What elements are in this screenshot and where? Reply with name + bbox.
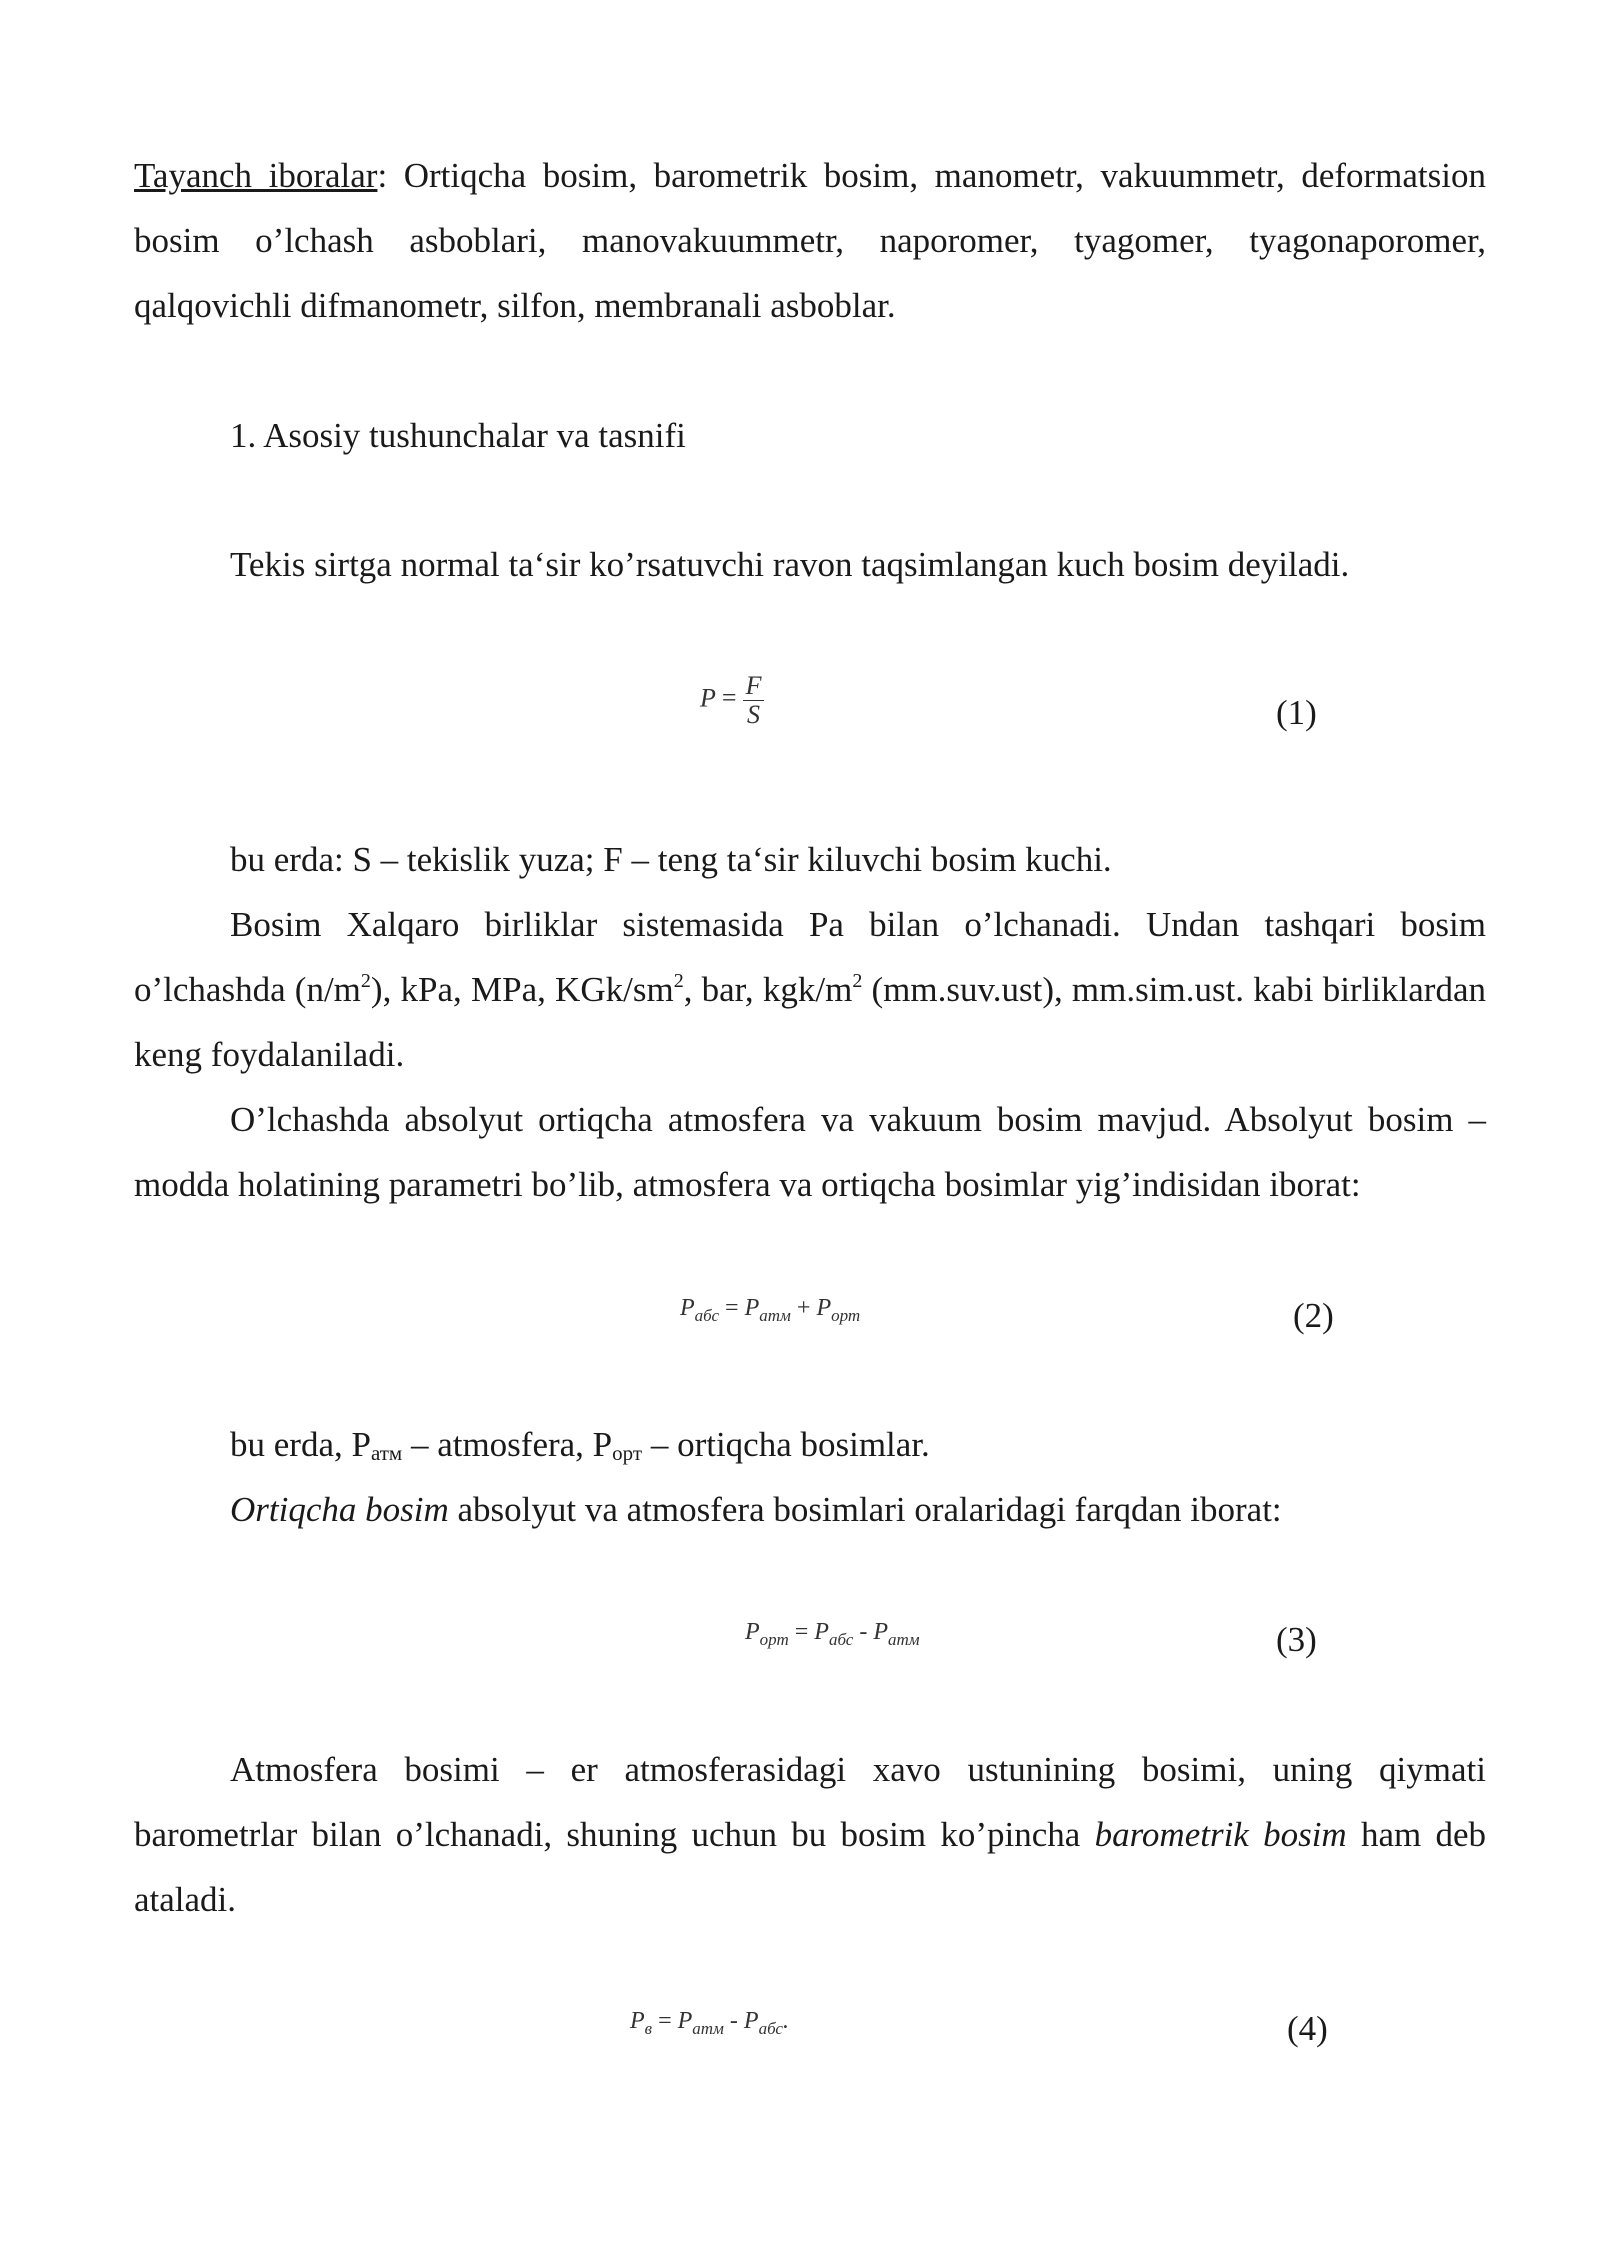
eq4-p3: P [743,2008,759,2034]
eq1-fraction [743,672,765,729]
where2-text-1: bu erda, P [230,1425,371,1464]
eq1-numerator: F [743,672,765,701]
eq4-sub3: абс [758,2019,783,2038]
units-text-4: (mm.suv.ust), mm.sim.ust. kabi birliklardan keng foydalaniladi. [134,970,1486,1074]
equation-2 [680,1295,860,1326]
eq4-p2: P [677,2008,693,2034]
equation-4-number: (4) [1287,2009,1328,2048]
equation-2-number: (2) [1293,1296,1334,1335]
units-text-2: ), kPa, MPa, KGk/sm [370,970,674,1009]
eq2-sub2: атм [759,1306,791,1325]
where2-text-2: – atmosfera, P [402,1425,613,1464]
where-2-paragraph [134,1412,1486,1486]
eq4-p1: P [630,2008,645,2034]
eq1-equals: = [721,683,737,713]
atmospheric-pressure-paragraph [134,1737,1486,1932]
keywords-label: Tayanch iboralar [134,156,378,195]
keywords-text: : Ortiqcha bosim, barometrik bosim, manometr, vakuummetr, deformatsion bosim o’lchash asboblari, manovakuummetr, naporomer, tyagomer, tyagonaporomer, qalqovichli difmanometr, silfon, membranali asboblar. [134,156,1486,325]
eq1-denominator: S [747,700,760,729]
eq2-equals: = [725,1295,739,1321]
units-text-3: , bar, kgk/m [683,970,853,1009]
excess-text: absolyut va atmosfera bosimlari oralaridagi farqdan iborat: [448,1490,1282,1529]
eq3-minus: - [859,1619,868,1645]
where2-sub-1: атм [370,1441,403,1465]
equation-4 [630,2008,789,2039]
where2-sub-2: орт [612,1441,643,1465]
eq4-period: . [782,2008,789,2034]
eq1-lhs: P [700,683,716,713]
eq4-sub1: в [644,2019,653,2038]
atmos-text-2: ham deb ataladi. [134,1815,1486,1919]
equation-1 [700,672,764,729]
eq2-sub3: орт [831,1306,861,1325]
atmos-term: barometrik bosim [1094,1815,1347,1854]
eq4-equals: = [658,2008,672,2034]
excess-term: Ortiqcha bosim [230,1490,449,1529]
units-sup-2: 2 [673,970,684,992]
excess-pressure-paragraph [134,1477,1486,1542]
units-sup-3: 2 [852,970,863,992]
atmos-text-1: Atmosfera bosimi – er atmosferasidagi xavo ustunining bosimi, uning qiymati barometrlar bilan o’lchanadi, shuning uchun bu bosim ko’pincha [134,1750,1486,1854]
definition-paragraph: Tekis sirtga normal ta‘sir ko’rsatuvchi ravon taqsimlangan kuch bosim deyiladi. [230,545,1350,584]
where-1-paragraph: bu erda: S – tekislik yuza; F – teng ta‘sir kiluvchi bosim kuchi. [230,840,1112,879]
equation-3 [745,1619,920,1650]
eq2-p2: P [744,1295,760,1321]
section-heading: 1. Asosiy tushunchalar va tasnifi [230,416,686,455]
eq3-p2: P [814,1619,829,1645]
where2-text-3: – ortiqcha bosimlar. [642,1425,930,1464]
units-text-1: Bosim Xalqaro birliklar sistemasida Pa bilan o’lchanadi. Undan tashqari bosim o’lchashda (n/m [134,905,1486,1009]
eq2-p3: P [816,1295,832,1321]
eq3-p3: P [873,1619,888,1645]
eq3-p1: P [745,1619,760,1645]
eq3-sub1: орт [759,1630,789,1649]
absolute-pressure-paragraph: O’lchashda absolyut ortiqcha atmosfera va vakuum bosim mavjud. Absolyut bosim – modda holatining parametri bo’lib, atmosfera va ortiqcha bosimlar yig’indisidan iborat: [134,1100,1486,1204]
equation-3-number: (3) [1276,1620,1317,1659]
units-paragraph [134,892,1486,1087]
keywords-paragraph [134,143,1486,338]
eq2-sub1: абс [694,1306,720,1325]
equation-1-number: (1) [1276,693,1317,732]
eq4-sub2: атм [692,2019,724,2038]
eq2-plus: + [796,1295,811,1321]
eq2-p1: P [680,1295,695,1321]
eq3-equals: = [794,1619,809,1645]
units-sup-1: 2 [360,970,371,992]
eq4-minus: - [729,2008,738,2034]
eq3-sub3: атм [888,1630,920,1649]
eq3-sub2: абс [828,1630,854,1649]
